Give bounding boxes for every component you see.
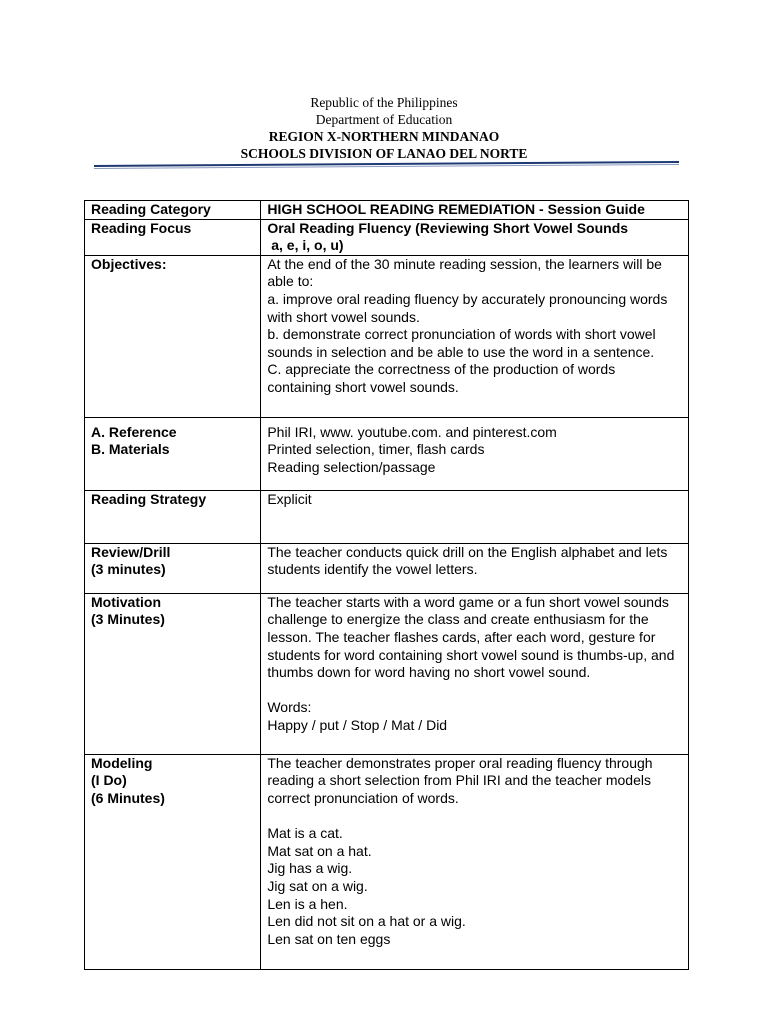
motivation-words-label: Words:: [267, 699, 312, 716]
focus-line-2: a, e, i, o, u): [267, 237, 344, 254]
row-reference-materials: [85, 417, 689, 490]
passage-line: Jig sat on a wig.: [267, 877, 368, 894]
value-materials: Printed selection, timer, flash cards: [267, 441, 485, 458]
row-reading-category: [85, 201, 689, 220]
value-objectives: [261, 255, 689, 417]
motivation-words: Happy / put / Stop / Mat / Did: [267, 716, 448, 733]
document-header: [0, 94, 768, 162]
objective-a: a. improve oral reading fluency by accurately pronouncing words with short vowel sounds.: [267, 290, 668, 325]
row-reading-focus: [85, 219, 689, 255]
label-modeling-title: Modeling: [91, 754, 153, 771]
row-objectives: [85, 255, 689, 417]
value-reading-strategy: Explicit: [261, 490, 689, 543]
objective-b: b. demonstrate correct pronunciation of words with short vowel sounds in selection and be able to use the word in a sentence.: [267, 326, 656, 360]
label-objectives: Objectives:: [85, 255, 261, 417]
label-review-drill: [85, 543, 261, 593]
value-review-drill: The teacher conducts quick drill on the English alphabet and lets students identify the vowel letters.: [261, 543, 689, 593]
label-reading-focus: Reading Focus: [85, 219, 261, 255]
row-modeling: [85, 754, 689, 969]
passage-line: Len sat on ten eggs: [267, 930, 391, 947]
label-reference: A. Reference: [91, 423, 177, 440]
row-motivation: [85, 593, 689, 754]
label-modeling-time: (6 Minutes): [91, 789, 165, 806]
label-reading-strategy: Reading Strategy: [85, 490, 261, 543]
modeling-text: The teacher demonstrates proper oral reading fluency through reading a short selection from Phil IRI and the teacher models correct pronunciation of words.: [267, 754, 653, 806]
label-reference-materials: [85, 417, 261, 490]
header-region: REGION X-NORTHERN MINDANAO: [268, 129, 500, 144]
header-republic: Republic of the Philippines: [310, 95, 458, 110]
value-materials-2: Reading selection/passage: [267, 458, 436, 475]
passage-line: Len did not sit on a hat or a wig.: [267, 913, 466, 930]
label-review-title: Review/Drill: [91, 543, 171, 560]
label-modeling-ido: (I Do): [91, 772, 127, 789]
label-modeling: [85, 754, 261, 969]
passage-line: Mat sat on a hat.: [267, 842, 372, 859]
objective-c: C. appreciate the correctness of the production of words containing short vowel sounds.: [267, 361, 616, 395]
value-modeling: [261, 754, 689, 969]
label-motivation-title: Motivation: [91, 593, 161, 610]
motivation-text: The teacher starts with a word game or a fun short vowel sounds challenge to energize the class and create enthusiasm for the lesson. The teacher flashes cards, after each word, gesture for students for word containing short vowel sound is thumbs-up, and thumbs down for word having no short vowel sound.: [267, 593, 675, 681]
passage-line: Jig has a wig.: [267, 860, 353, 877]
label-review-time: (3 minutes): [91, 561, 166, 578]
value-reference: Phil IRI, www. youtube.com. and pinterest.com: [267, 423, 557, 440]
objective-intro: At the end of the 30 minute reading session, the learners will be able to:: [267, 255, 662, 290]
header-division: SCHOOLS DIVISION OF LANAO DEL NORTE: [240, 146, 528, 161]
passage-line: Mat is a cat.: [267, 825, 343, 842]
header-department: Department of Education: [315, 112, 453, 127]
value-reading-category: HIGH SCHOOL READING REMEDIATION - Session Guide: [261, 201, 689, 220]
value-motivation: [261, 593, 689, 754]
label-materials: B. Materials: [91, 441, 170, 458]
focus-line-1: Oral Reading Fluency (Reviewing Short Vowel Sounds: [267, 219, 629, 236]
label-motivation-time: (3 Minutes): [91, 611, 165, 628]
row-reading-strategy: [85, 490, 689, 543]
passage-line: Len is a hen.: [267, 895, 348, 912]
value-reading-focus: [261, 219, 689, 255]
label-motivation: [85, 593, 261, 754]
row-review-drill: [85, 543, 689, 593]
session-guide-table: [84, 200, 689, 970]
value-reference-materials: [261, 417, 689, 490]
label-reading-category: Reading Category: [85, 201, 261, 220]
